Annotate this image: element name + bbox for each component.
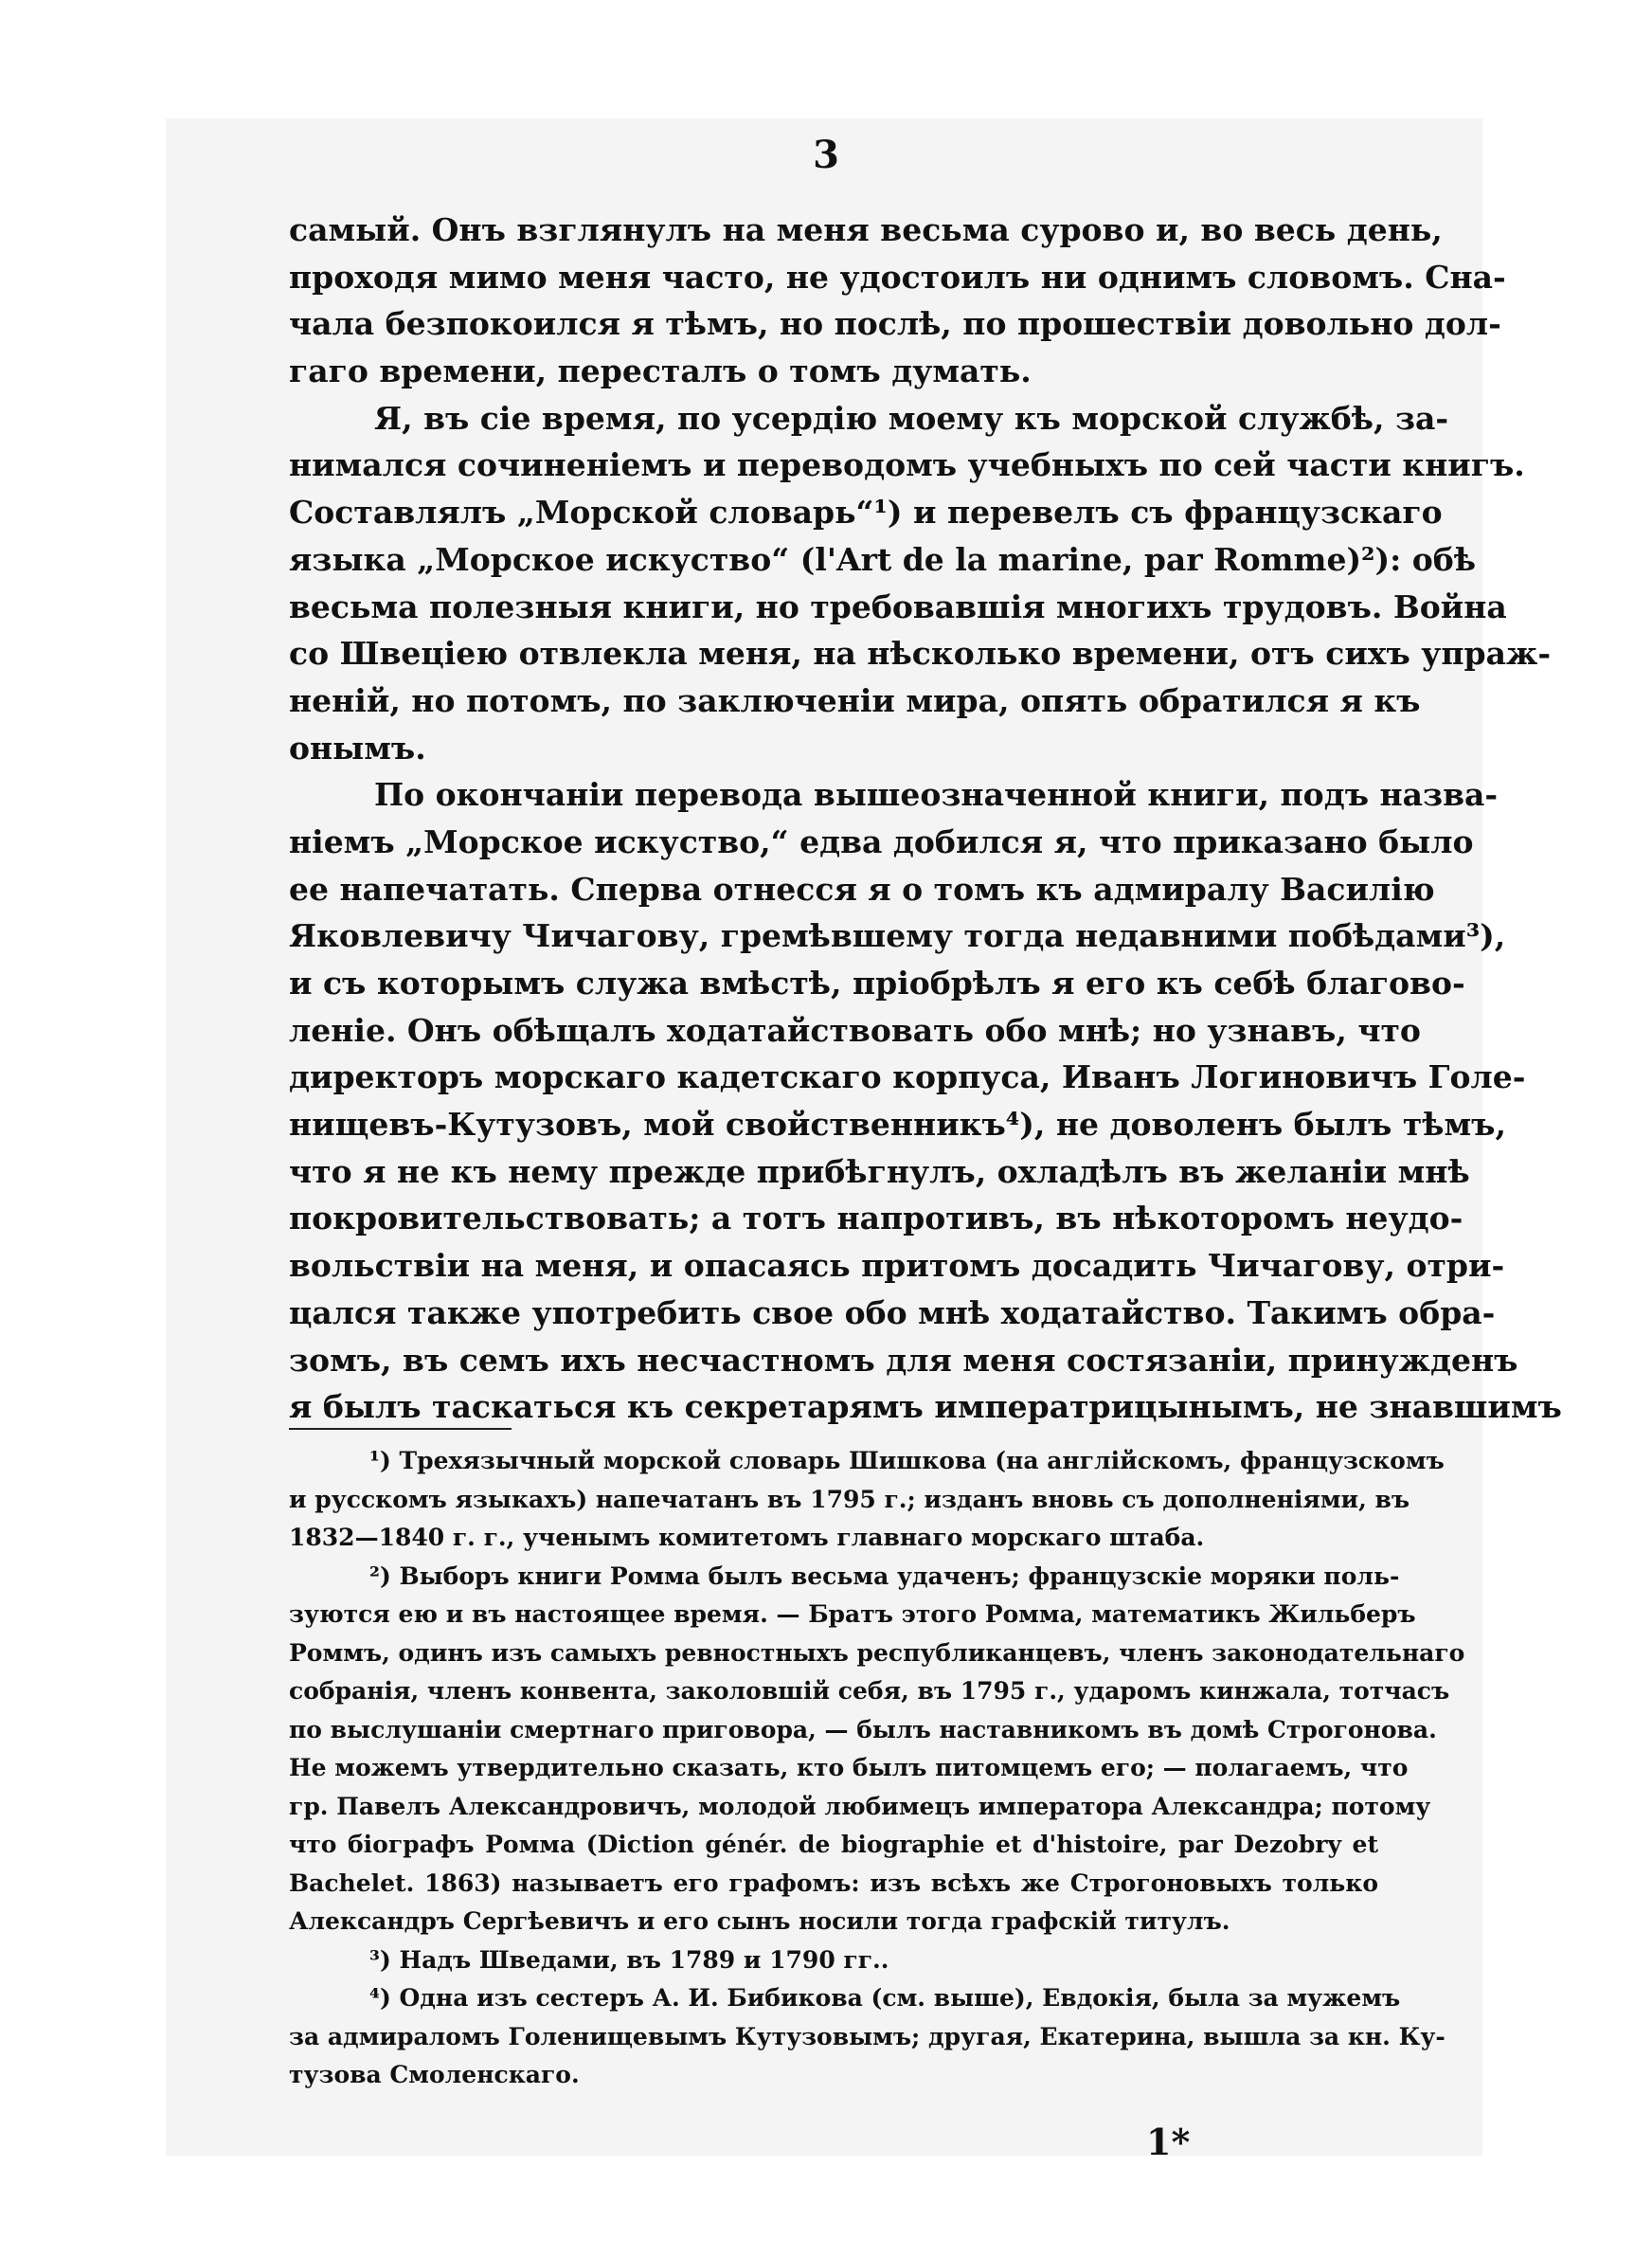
text-line: самый. Онъ взглянулъ на меня весьма сурово и, во весь день,	[289, 211, 1443, 248]
text-line: ее напечатать. Сперва отнесся я о томъ къ адмиралу Василію	[289, 870, 1435, 908]
text-line: я былъ таскаться къ секретарямъ императрицынымъ, не знавшимъ	[289, 1388, 1562, 1426]
text-line: Яковлевичу Чичагову, гремѣвшему тогда недавними побѣдами³),	[289, 917, 1506, 955]
footnote-line: Роммъ, одинъ изъ самыхъ ревностныхъ республиканцевъ, членъ законодательнаго	[289, 1638, 1465, 1667]
footnote-line: Bachelet. 1863) называетъ его графомъ: изъ всѣхъ же Строгоновыхъ только	[289, 1869, 1378, 1897]
text-line: покровительствовать; а тотъ напротивъ, въ нѣкоторомъ неудо-	[289, 1200, 1463, 1237]
text-line: языка „Морское искуство“ (l'Art de la marine, par Romme)²): обѣ	[289, 540, 1477, 578]
footnote-line: за адмираломъ Голенищевымъ Кутузовымъ; другая, Екатерина, вышла за кн. Ку-	[289, 2022, 1446, 2050]
text-line: неній, но потомъ, по заключеніи мира, опять обратился я къ	[289, 681, 1421, 719]
footnote-line: Не можемъ утвердительно сказать, кто былъ питомцемъ его; — полагаемъ, что	[289, 1754, 1409, 1781]
main-text-block	[289, 207, 1562, 1431]
text-line: проходя мимо меня часто, не удостоилъ ни однимъ словомъ. Сна-	[289, 258, 1506, 296]
footnote-line: Александръ Сергѣевичъ и его сынъ носили тогда графскій титулъ.	[289, 1907, 1230, 1935]
text-line: весьма полезныя книги, но требовавшія многихъ трудовъ. Война	[289, 587, 1507, 625]
text-line: Составлялъ „Морской словарь“¹) и перевелъ съ французскаго	[289, 494, 1443, 532]
text-line: онымъ.	[289, 729, 426, 767]
text-line: зомъ, въ семъ ихъ несчастномъ для меня состязаніи, принужденъ	[289, 1341, 1518, 1379]
text-line: нищевъ-Кутузовъ, мой свойственникъ⁴), не доволенъ былъ тѣмъ,	[289, 1106, 1506, 1144]
text-line: что я не къ нему прежде прибѣгнулъ, охладѣлъ въ желаніи мнѣ	[289, 1152, 1470, 1190]
page-number: 3	[813, 133, 839, 177]
text-line: Я, въ сіе время, по усердію моему къ морской службѣ, за-	[374, 399, 1449, 437]
text-line: со Швеціею отвлекла меня, на нѣсколько времени, отъ сихъ упраж-	[289, 635, 1552, 673]
footnote-line: по выслушаніи смертнаго приговора, — былъ наставникомъ въ домѣ Строгонова.	[289, 1715, 1437, 1743]
footnote-line: ¹) Трехязычный морской словарь Шишкова (на англійскомъ, французскомъ	[369, 1447, 1445, 1474]
footnote-line: тузова Смоленскаго.	[289, 2061, 580, 2088]
text-line: ніемъ „Морское искуство,“ едва добился я, что приказано было	[289, 822, 1474, 860]
footnotes-block	[289, 1442, 1465, 2095]
footnote-line: гр. Павелъ Александровичъ, молодой любимецъ императора Александра; потому	[289, 1792, 1431, 1820]
footnote-line: и русскомъ языкахъ) напечатанъ въ 1795 г.; изданъ вновь съ дополненіями, въ	[289, 1485, 1410, 1513]
footnote-divider	[289, 1428, 512, 1430]
footnote-line: зуются ею и въ настоящее время. — Братъ этого Ромма, математикъ Жильберъ	[289, 1600, 1416, 1628]
footnote-line: ³) Надъ Шведами, въ 1789 и 1790 гг..	[369, 1945, 889, 1974]
text-line: гаго времени, пересталъ о томъ думать.	[289, 352, 1032, 390]
footnote-line: ²) Выборъ книги Ромма былъ весьма удаченъ; французскіе моряки поль-	[369, 1562, 1400, 1590]
text-line: леніе. Онъ обѣщалъ ходатайствовать обо мнѣ; но узнавъ, что	[289, 1011, 1421, 1049]
text-line: чала безпокоился я тѣмъ, но послѣ, по прошествіи довольно дол-	[289, 305, 1501, 343]
footnote-line: собранія, членъ конвента, заколовшій себя, въ 1795 г., ударомъ кинжала, тотчасъ	[289, 1677, 1450, 1705]
footnote-line: что біографъ Ромма (Diction génér. de biographie et d'histoire, par Dezobry et	[289, 1831, 1378, 1858]
printer-signature-mark: 1*	[1146, 2121, 1191, 2163]
text-line: и съ которымъ служа вмѣстѣ, пріобрѣлъ я его къ себѣ благово-	[289, 965, 1465, 1002]
text-line: По окончаніи перевода вышеозначенной книги, подъ назва-	[374, 776, 1499, 814]
text-line: цался также употребить свое обо мнѣ ходатайство. Такимъ обра-	[289, 1293, 1496, 1331]
text-line: нимался сочиненіемъ и переводомъ учебныхъ по сей части книгъ.	[289, 446, 1525, 484]
footnote-line: 1832—1840 г. г., ученымъ комитетомъ главнаго морскаго штаба.	[289, 1524, 1205, 1551]
text-line: вольствіи на меня, и опасаясь притомъ досадить Чичагову, отри-	[289, 1247, 1505, 1285]
footnote-line: ⁴) Одна изъ сестеръ А. И. Бибикова (см. выше), Евдокія, была за мужемъ	[369, 1984, 1401, 2012]
text-line: директоръ морскаго кадетскаго корпуса, Иванъ Логиновичъ Голе-	[289, 1058, 1526, 1096]
